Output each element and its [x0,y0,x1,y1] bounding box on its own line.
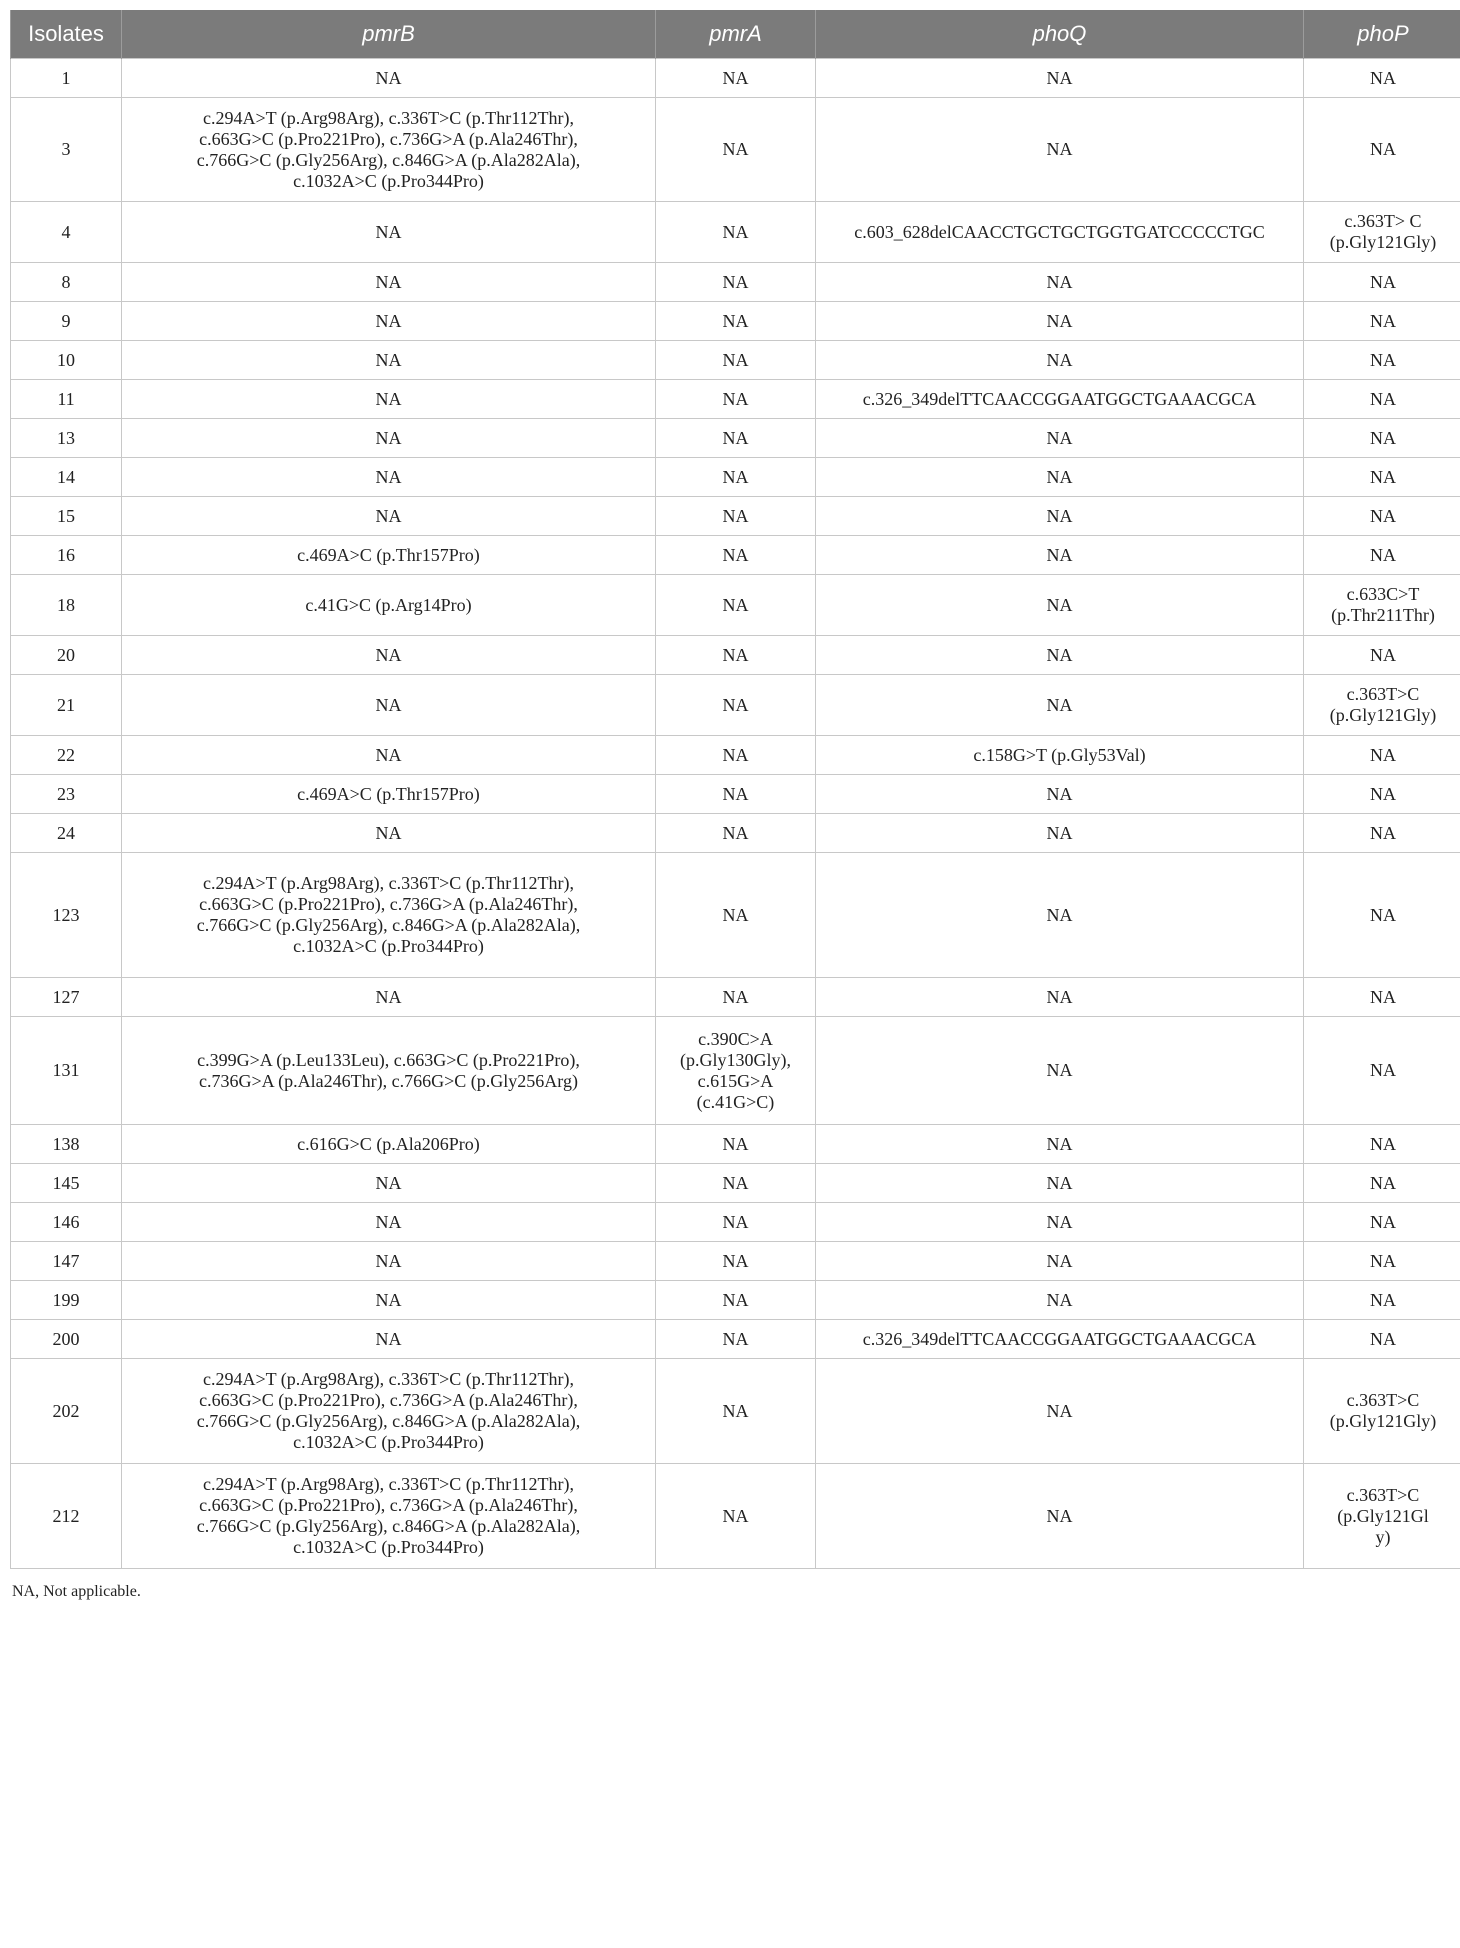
cell-pmra: NA [656,675,816,736]
cell-pmrb: NA [122,1242,656,1281]
cell-phop: NA [1304,1320,1460,1359]
table-row [11,497,1460,536]
cell-phop: NA [1304,458,1460,497]
cell-phop: NA [1304,98,1460,202]
header-isolates: Isolates [11,10,122,59]
cell-pmra: NA [656,458,816,497]
cell-phoq: NA [816,458,1304,497]
cell-phop: NA [1304,1164,1460,1203]
cell-pmra: NA [656,263,816,302]
cell-isolate: 13 [11,419,122,458]
cell-phoq: NA [816,419,1304,458]
table-row [11,341,1460,380]
table-row [11,636,1460,675]
table-row [11,853,1460,978]
cell-phop: NA [1304,853,1460,978]
cell-isolate: 22 [11,736,122,775]
table-row [11,536,1460,575]
cell-phop: NA [1304,419,1460,458]
cell-pmrb: NA [122,1203,656,1242]
cell-phoq: NA [816,341,1304,380]
cell-phoq: NA [816,1203,1304,1242]
cell-phoq: c.603_628delCAACCTGCTGCTGGTGATCCCCCTGC [816,202,1304,263]
cell-isolate: 127 [11,978,122,1017]
mutation-table [10,10,1460,1569]
cell-pmra: NA [656,419,816,458]
table-row [11,736,1460,775]
cell-phop: c.363T>C (p.Gly121Gl y) [1304,1464,1460,1569]
table-footnote: NA, Not applicable. [12,1583,141,1600]
cell-pmra: NA [656,1164,816,1203]
cell-isolate: 18 [11,575,122,636]
cell-phoq: NA [816,1242,1304,1281]
cell-pmra: NA [656,497,816,536]
cell-phoq: NA [816,263,1304,302]
cell-isolate: 15 [11,497,122,536]
cell-phoq: NA [816,853,1304,978]
cell-isolate: 1 [11,59,122,98]
cell-isolate: 147 [11,1242,122,1281]
cell-pmra: NA [656,1242,816,1281]
cell-pmrb: NA [122,1320,656,1359]
cell-phop: NA [1304,814,1460,853]
cell-phoq: NA [816,98,1304,202]
cell-phop: NA [1304,978,1460,1017]
cell-isolate: 3 [11,98,122,202]
table-row [11,263,1460,302]
cell-phop: c.363T> C (p.Gly121Gly) [1304,202,1460,263]
table-row [11,1017,1460,1125]
cell-pmrb: c.469A>C (p.Thr157Pro) [122,536,656,575]
cell-pmrb: NA [122,497,656,536]
cell-isolate: 199 [11,1281,122,1320]
cell-isolate: 4 [11,202,122,263]
cell-phoq: NA [816,1464,1304,1569]
cell-phoq: NA [816,575,1304,636]
table-row [11,458,1460,497]
cell-pmra: NA [656,302,816,341]
table-row [11,202,1460,263]
table-row [11,775,1460,814]
cell-phoq: c.158G>T (p.Gly53Val) [816,736,1304,775]
cell-isolate: 212 [11,1464,122,1569]
table-row [11,1281,1460,1320]
header-pmrb: pmrB [122,10,656,59]
cell-pmrb: c.294A>T (p.Arg98Arg), c.336T>C (p.Thr112Thr), c.663G>C (p.Pro221Pro), c.736G>A (p.Ala246Thr), c.766G>C (p.Gly256Arg), c.846G>A (p.Ala282Ala), c.1032A>C (p.Pro344Pro) [122,98,656,202]
cell-pmrb: NA [122,636,656,675]
table-row [11,1242,1460,1281]
cell-pmrb: c.294A>T (p.Arg98Arg), c.336T>C (p.Thr112Thr), c.663G>C (p.Pro221Pro), c.736G>A (p.Ala246Thr), c.766G>C (p.Gly256Arg), c.846G>A (p.Ala282Ala), c.1032A>C (p.Pro344Pro) [122,1359,656,1464]
cell-phop: NA [1304,341,1460,380]
table-row [11,978,1460,1017]
cell-pmra: NA [656,853,816,978]
cell-phop: NA [1304,263,1460,302]
table-row [11,380,1460,419]
cell-phoq: NA [816,636,1304,675]
cell-phop: NA [1304,536,1460,575]
cell-pmrb: c.616G>C (p.Ala206Pro) [122,1125,656,1164]
cell-phoq: c.326_349delTTCAACCGGAATGGCTGAAACGCA [816,380,1304,419]
cell-pmrb: NA [122,59,656,98]
cell-pmra: NA [656,814,816,853]
cell-pmrb: NA [122,978,656,1017]
table-row [11,1203,1460,1242]
cell-pmrb: NA [122,302,656,341]
cell-pmrb: NA [122,419,656,458]
cell-pmra: NA [656,202,816,263]
cell-phoq: NA [816,59,1304,98]
cell-pmrb: NA [122,380,656,419]
table-row [11,1464,1460,1569]
cell-isolate: 202 [11,1359,122,1464]
cell-isolate: 138 [11,1125,122,1164]
cell-pmrb: NA [122,736,656,775]
cell-phop: NA [1304,1125,1460,1164]
cell-pmra: NA [656,1320,816,1359]
cell-pmra: NA [656,1281,816,1320]
cell-phoq: NA [816,1281,1304,1320]
table-header-row [11,10,1460,59]
cell-phoq: NA [816,1164,1304,1203]
cell-phoq: c.326_349delTTCAACCGGAATGGCTGAAACGCA [816,1320,1304,1359]
cell-phop: NA [1304,1203,1460,1242]
cell-isolate: 123 [11,853,122,978]
cell-phop: NA [1304,1242,1460,1281]
cell-pmra: NA [656,1359,816,1464]
cell-pmra: NA [656,59,816,98]
cell-isolate: 10 [11,341,122,380]
cell-isolate: 9 [11,302,122,341]
cell-phoq: NA [816,1017,1304,1125]
cell-phop: NA [1304,380,1460,419]
cell-phop: NA [1304,636,1460,675]
cell-pmra: NA [656,736,816,775]
cell-pmrb: NA [122,675,656,736]
cell-pmrb: c.399G>A (p.Leu133Leu), c.663G>C (p.Pro221Pro), c.736G>A (p.Ala246Thr), c.766G>C (p.Gly256Arg) [122,1017,656,1125]
cell-phop: NA [1304,1017,1460,1125]
table-row [11,419,1460,458]
table-row [11,1125,1460,1164]
cell-pmra: NA [656,978,816,1017]
cell-pmrb: NA [122,263,656,302]
cell-isolate: 11 [11,380,122,419]
cell-pmrb: NA [122,341,656,380]
cell-pmra: NA [656,575,816,636]
cell-pmrb: NA [122,202,656,263]
cell-pmra: NA [656,1125,816,1164]
cell-pmrb: c.294A>T (p.Arg98Arg), c.336T>C (p.Thr112Thr), c.663G>C (p.Pro221Pro), c.736G>A (p.Ala246Thr), c.766G>C (p.Gly256Arg), c.846G>A (p.Ala282Ala), c.1032A>C (p.Pro344Pro) [122,1464,656,1569]
header-pmra: pmrA [656,10,816,59]
header-phop: phoP [1304,10,1460,59]
cell-phop: c.363T>C (p.Gly121Gly) [1304,675,1460,736]
cell-pmrb: NA [122,1281,656,1320]
table-row [11,1164,1460,1203]
table-row [11,302,1460,341]
table-row [11,814,1460,853]
header-phoq: phoQ [816,10,1304,59]
table-row [11,1359,1460,1464]
cell-phoq: NA [816,497,1304,536]
cell-pmrb: NA [122,458,656,497]
cell-isolate: 14 [11,458,122,497]
cell-pmra: c.390C>A (p.Gly130Gly), c.615G>A (c.41G>C) [656,1017,816,1125]
cell-phop: NA [1304,775,1460,814]
cell-pmra: NA [656,1203,816,1242]
cell-phoq: NA [816,675,1304,736]
table-row [11,1320,1460,1359]
cell-phop: c.633C>T (p.Thr211Thr) [1304,575,1460,636]
cell-phoq: NA [816,1125,1304,1164]
cell-isolate: 146 [11,1203,122,1242]
cell-pmra: NA [656,380,816,419]
cell-pmra: NA [656,775,816,814]
cell-isolate: 23 [11,775,122,814]
cell-phoq: NA [816,814,1304,853]
cell-pmra: NA [656,536,816,575]
cell-isolate: 131 [11,1017,122,1125]
cell-pmra: NA [656,636,816,675]
cell-phop: NA [1304,736,1460,775]
cell-isolate: 21 [11,675,122,736]
table-row [11,59,1460,98]
document-page [10,10,1460,1601]
cell-phoq: NA [816,1359,1304,1464]
cell-pmra: NA [656,98,816,202]
cell-isolate: 16 [11,536,122,575]
cell-isolate: 200 [11,1320,122,1359]
cell-phop: NA [1304,59,1460,98]
cell-phoq: NA [816,775,1304,814]
cell-pmrb: c.469A>C (p.Thr157Pro) [122,775,656,814]
table-row [11,675,1460,736]
cell-pmra: NA [656,1464,816,1569]
cell-phop: c.363T>C (p.Gly121Gly) [1304,1359,1460,1464]
cell-pmrb: c.41G>C (p.Arg14Pro) [122,575,656,636]
table-row [11,98,1460,202]
cell-pmrb: c.294A>T (p.Arg98Arg), c.336T>C (p.Thr112Thr), c.663G>C (p.Pro221Pro), c.736G>A (p.Ala246Thr), c.766G>C (p.Gly256Arg), c.846G>A (p.Ala282Ala), c.1032A>C (p.Pro344Pro) [122,853,656,978]
cell-pmrb: NA [122,814,656,853]
cell-pmrb: NA [122,1164,656,1203]
cell-isolate: 145 [11,1164,122,1203]
cell-phoq: NA [816,536,1304,575]
cell-phop: NA [1304,302,1460,341]
cell-phoq: NA [816,302,1304,341]
table-row [11,575,1460,636]
cell-pmra: NA [656,341,816,380]
cell-isolate: 8 [11,263,122,302]
cell-phoq: NA [816,978,1304,1017]
cell-phop: NA [1304,1281,1460,1320]
cell-isolate: 20 [11,636,122,675]
cell-phop: NA [1304,497,1460,536]
cell-isolate: 24 [11,814,122,853]
